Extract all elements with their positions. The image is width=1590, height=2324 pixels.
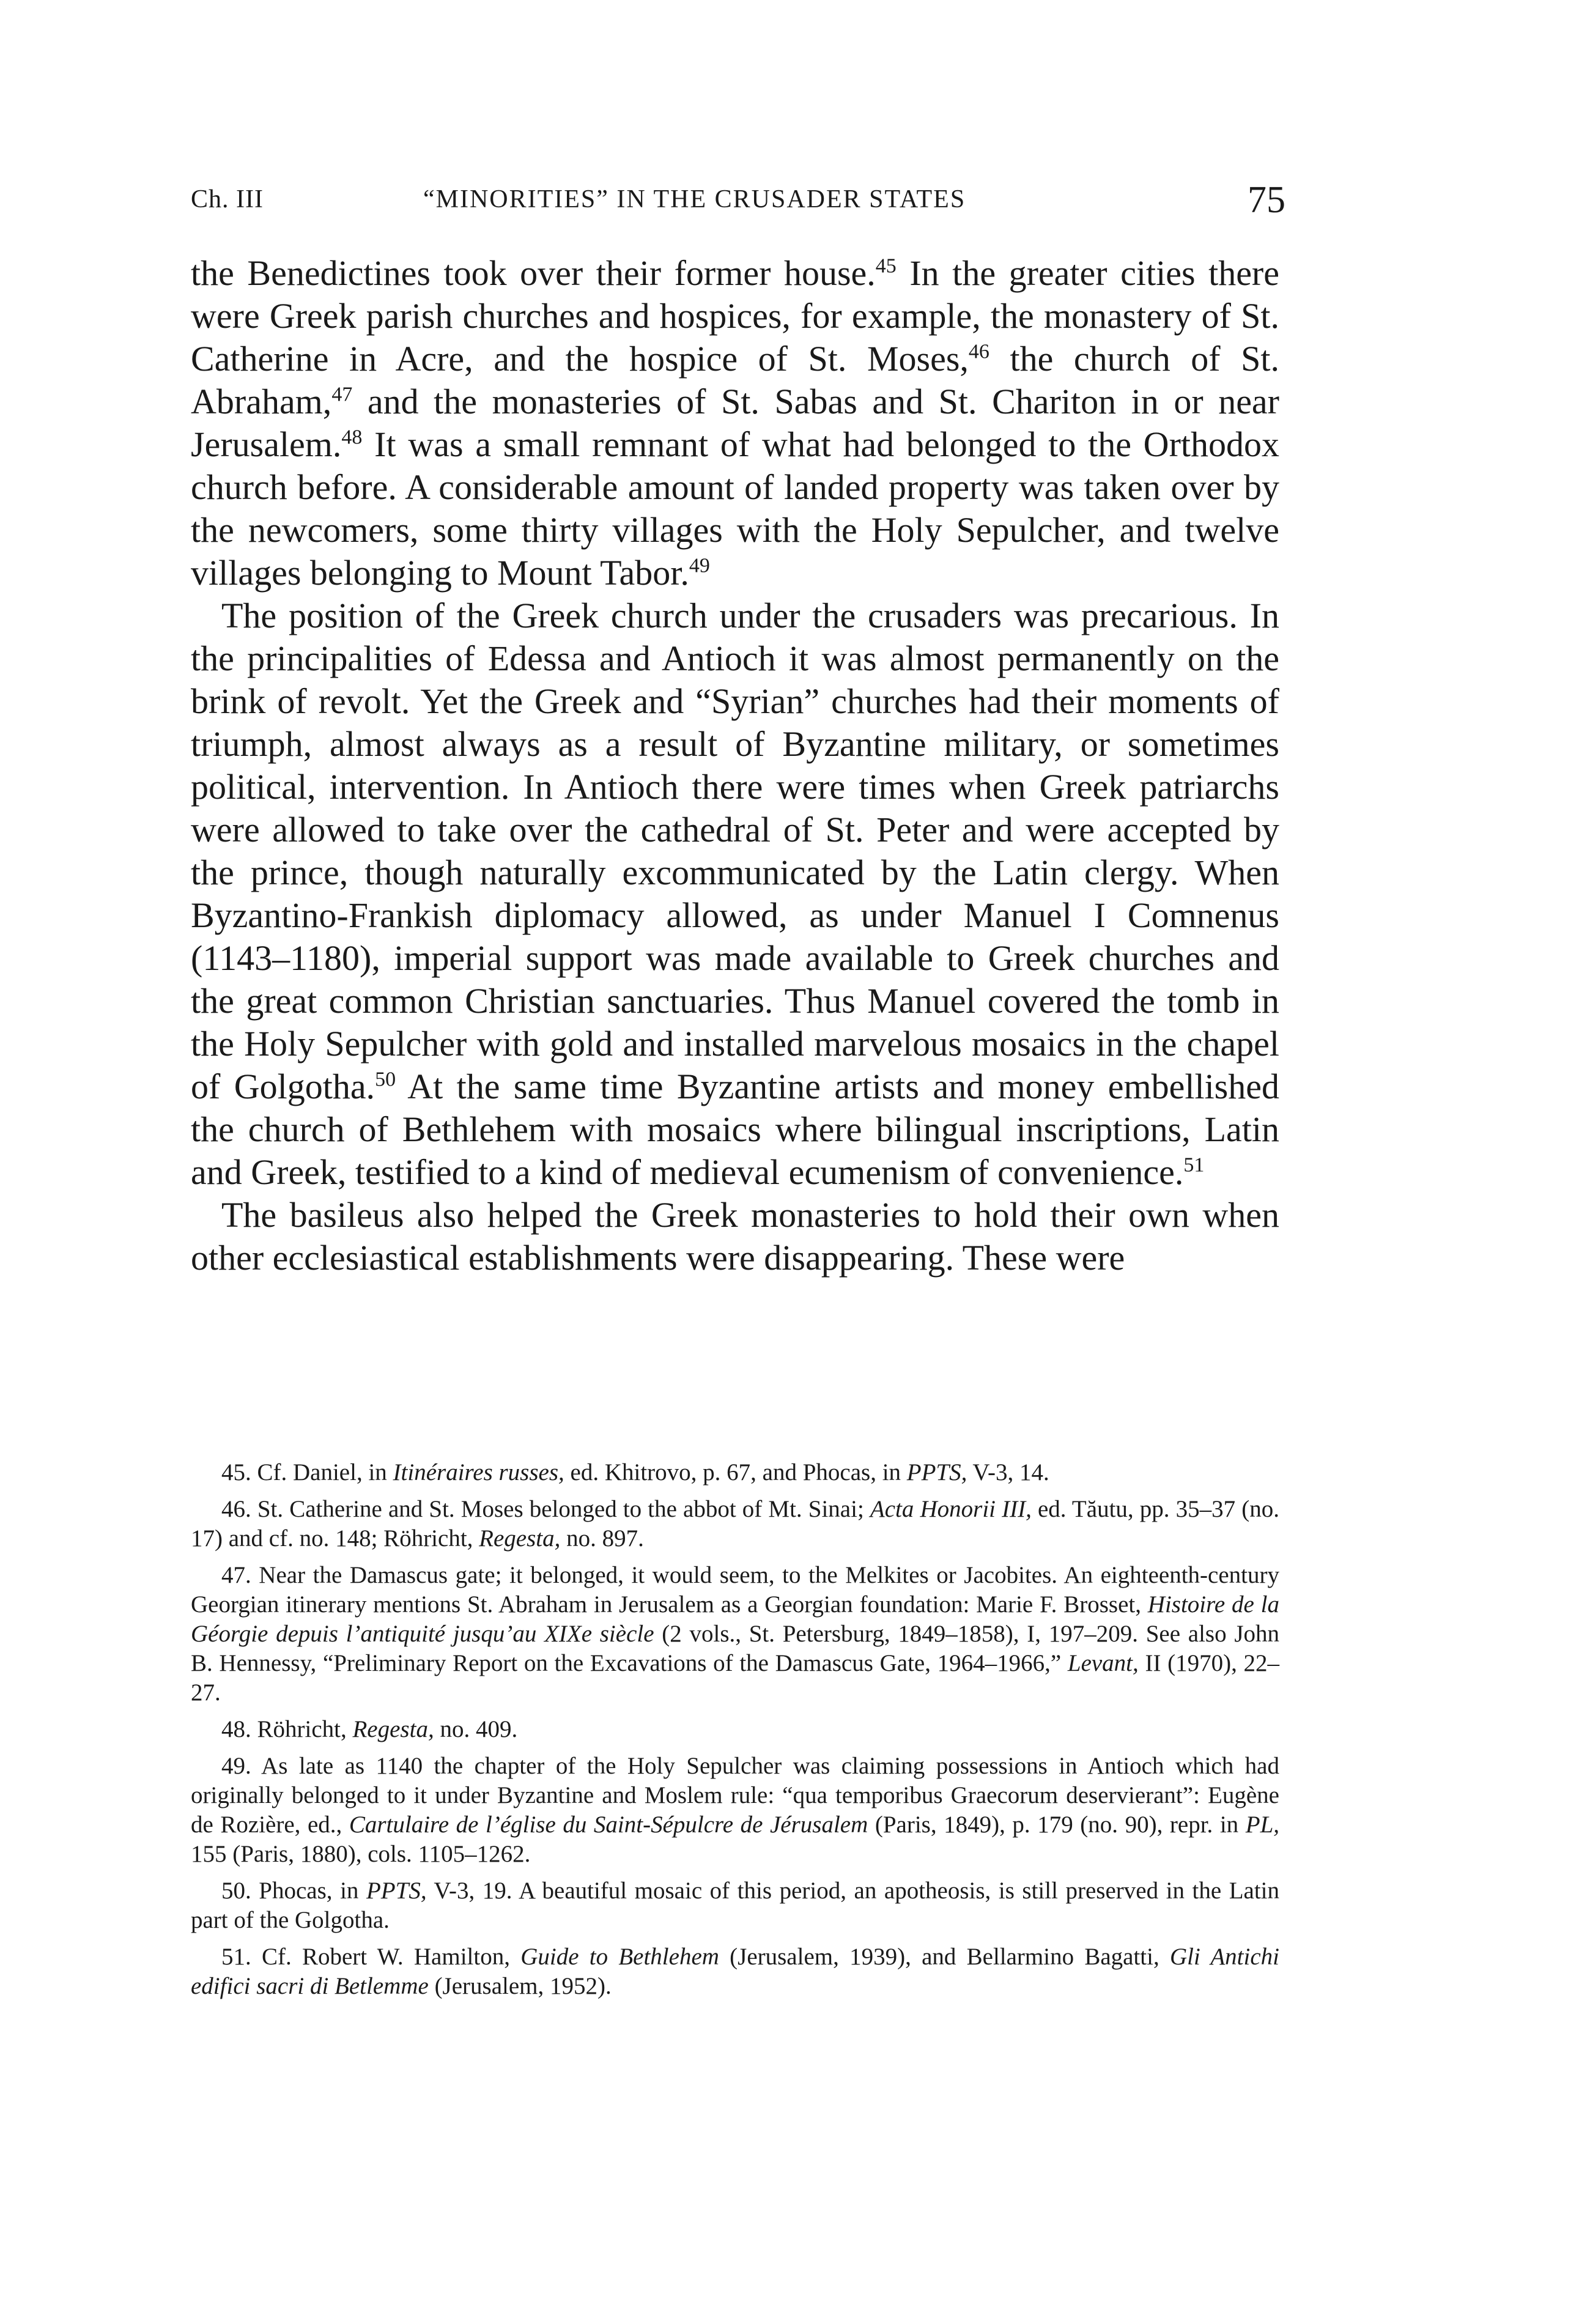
- footnote-51: [191, 1942, 1279, 2001]
- italic-title: Cartulaire de l’église du Saint-Sépulcre de Jérusalem: [349, 1811, 868, 1838]
- text-run: 155 (Paris, 1880), cols. 1105–1262.: [191, 1841, 531, 1867]
- main-text: [191, 252, 1279, 1279]
- italic-title: Acta Honorii III,: [870, 1496, 1032, 1522]
- footnote-50: [191, 1876, 1279, 1935]
- text-run: At the same time Byzantine artists and money embellished the church of Bethlehem with mosaics where bilingual inscriptions, Latin and Greek, testified to a kind of medieval ecumenism of convenience.: [191, 1067, 1279, 1192]
- footnote-46: [191, 1495, 1279, 1553]
- italic-title: PPTS,: [366, 1878, 427, 1904]
- italic-title: Regesta,: [352, 1716, 434, 1742]
- footnote-48: [191, 1715, 1279, 1744]
- text-run: (Jerusalem, 1952).: [428, 1973, 612, 1999]
- text-run: 47. Near the Damascus gate; it belonged, it would seem, to the Melkites or Jacobites. An eighteenth-century Georgian itinerary mentions St. Abraham in Jerusalem as a Georgian foundation: Marie F. Brosset,: [191, 1562, 1279, 1618]
- text-run: the Benedictines took over their former house.: [191, 253, 876, 293]
- running-title: “MINORITIES” IN THE CRUSADER STATES: [423, 185, 966, 213]
- footnote-ref-51: 51: [1183, 1153, 1205, 1177]
- italic-title: PL,: [1245, 1811, 1280, 1838]
- footnotes: [191, 1458, 1279, 2008]
- footnote-47: [191, 1561, 1279, 1708]
- footnote-ref-45: 45: [875, 254, 897, 278]
- text-run: II (1970), 22–27.: [191, 1650, 1279, 1706]
- text-run: and the monasteries of St. Sabas and St. Chariton in or near Jerusalem.: [191, 382, 1279, 464]
- text-run: 50. Phocas, in: [221, 1878, 366, 1904]
- running-header: [191, 179, 1285, 228]
- text-run: 48. Röhricht,: [221, 1716, 353, 1742]
- text-run: In the greater cities there were Greek parish churches and hospices, for example, the monastery of St. Catherine in Acre, and the hospice of St. Moses,: [191, 253, 1279, 379]
- footnote-ref-50: 50: [375, 1068, 396, 1091]
- footnote-49: [191, 1752, 1279, 1869]
- italic-title: PPTS,: [906, 1459, 967, 1486]
- page-number: 75: [1248, 179, 1285, 221]
- italic-title: Regesta,: [479, 1525, 561, 1552]
- footnote-45: [191, 1458, 1279, 1487]
- italic-title: Levant,: [1067, 1650, 1139, 1676]
- text-run: It was a small remnant of what had belonged to the Orthodox church before. A considerable amount of landed property was taken over by the newcomers, some thirty villages with the Holy Sepulcher, and twelve villages belonging to Mount Tabor.: [191, 424, 1279, 593]
- paragraph-2: [191, 594, 1279, 1194]
- text-run: 49. As late as 1140 the chapter of the Holy Sepulcher was claiming possessions in Antioch which had originally belonged to it under Byzantine and Moslem rule: “qua temporibus Graecorum deservierant”: Eugène de Rozière, ed.,: [191, 1753, 1279, 1838]
- text-run: the church of St. Abraham,: [191, 339, 1279, 421]
- text-run: 51. Cf. Robert W. Hamilton,: [221, 1944, 521, 1970]
- text-run: 45. Cf. Daniel, in: [221, 1459, 393, 1486]
- text-run: ed. Tăutu, pp. 35–37 (no. 17) and cf. no. 148; Röhricht,: [191, 1496, 1279, 1552]
- footnote-ref-49: 49: [689, 554, 710, 577]
- footnote-ref-47: 47: [331, 383, 353, 406]
- text-run: no. 897.: [560, 1525, 644, 1552]
- italic-title: Guide to Bethlehem: [520, 1944, 719, 1970]
- text-run: V-3, 14.: [967, 1459, 1049, 1486]
- text-run: (Paris, 1849), p. 179 (no. 90), repr. in: [868, 1811, 1246, 1838]
- italic-title: Itinéraires russes,: [393, 1459, 564, 1486]
- text-run: The position of the Greek church under the crusaders was precarious. In the principalities of Edessa and Antioch it was almost permanently on the brink of revolt. Yet the Greek and “Syrian” churches had their moments of triumph, almost always as a result of Byzantine military, or sometimes political, intervention. In Antioch there were times when Greek patriarchs were allowed to take over the cathedral of St. Peter and were accepted by the prince, though naturally excommunicated by the Latin clergy. When Byzantino-Frankish diplomacy allowed, as under Manuel I Comnenus (1143–1180), imperial support was made available to Greek churches and the great common Christian sanctuaries. Thus Manuel covered the tomb in the Holy Sepulcher with gold and installed marvelous mosaics in the chapel of Golgotha.: [191, 596, 1279, 1106]
- text-run: no. 409.: [434, 1716, 518, 1742]
- italic-title: Histoire de la Géorgie depuis l’antiquité jusqu’au XIXe siècle: [191, 1591, 1279, 1647]
- paragraph-3: The basileus also helped the Greek monasteries to hold their own when other ecclesiastical establishments were disappearing. These were: [191, 1195, 1279, 1278]
- text-run: (2 vols., St. Petersburg, 1849–1858), I, 197–209. See also John B. Hennessy, “Preliminary Report on the Excavations of the Damascus Gate, 1964–1966,”: [191, 1621, 1279, 1676]
- italic-title: Gli Antichi edifici sacri di Betlemme: [191, 1944, 1279, 1999]
- text-run: 46. St. Catherine and St. Moses belonged to the abbot of Mt. Sinai;: [221, 1496, 870, 1522]
- footnote-ref-46: 46: [968, 340, 989, 363]
- text-run: (Jerusalem, 1939), and Bellarmino Bagatti,: [719, 1944, 1170, 1970]
- chapter-label: Ch. III: [191, 185, 264, 213]
- footnote-ref-48: 48: [341, 426, 363, 449]
- text-run: ed. Khitrovo, p. 67, and Phocas, in: [564, 1459, 907, 1486]
- paragraph-1: [191, 252, 1279, 594]
- text-run: V-3, 19. A beautiful mosaic of this period, an apotheosis, is still preserved in the Latin part of the Golgotha.: [191, 1878, 1279, 1933]
